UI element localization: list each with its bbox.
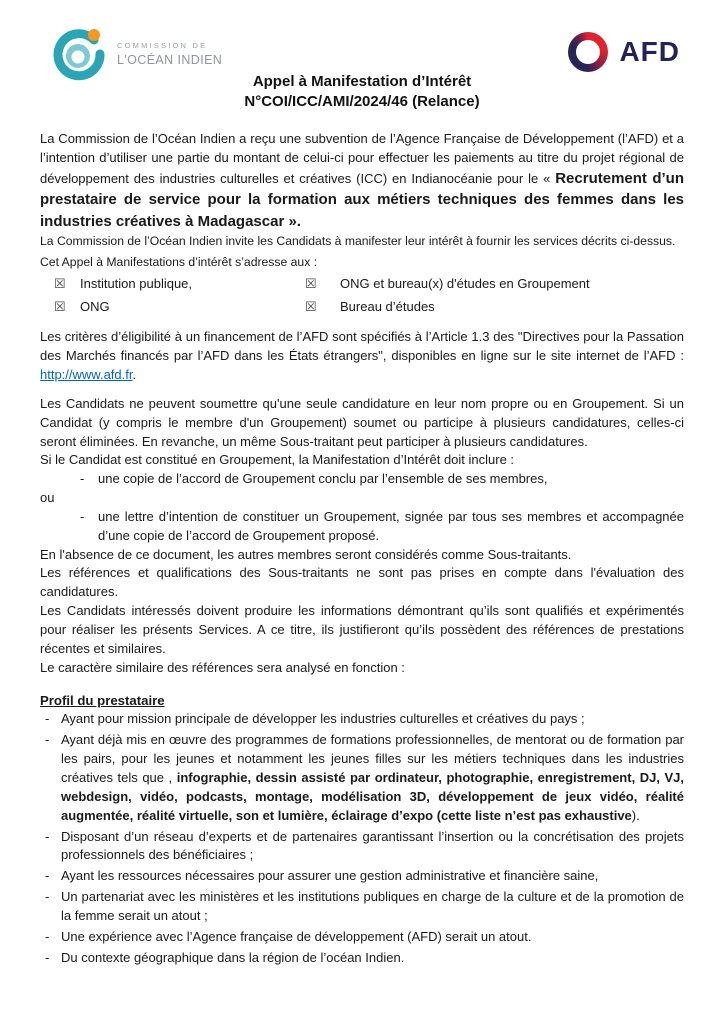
or-word: ou [40,490,55,506]
checkbox-row-institution [54,276,305,292]
bullet-dash: - [45,868,50,884]
profile-bullet-1 [40,710,684,729]
profile-bullet-4-text: Ayant les ressources nécessaires pour assurer une gestion administrative et financière saine, [61,868,599,884]
candidacy-paragraph-4: Les références et qualifications des Sous-traitants ne sont pas prises en compte dans l'évaluation des candidatures. [40,565,684,600]
checkbox-label-bureau: Bureau d’études [340,299,435,315]
document-header [40,26,684,130]
invite-paragraph: La Commission de l’Océan Indien invite les Candidats à manifester leur intérêt à fournir les services décrits ci-dessus. [40,233,676,248]
profile-bullet-2 [40,731,684,825]
afd-website-link[interactable]: http://www.afd.fr [40,366,133,382]
profile-bullet-6-text: Une expérience avec l’Agence française de développement (AFD) serait un atout. [61,928,532,944]
groupement-item-2-text: une lettre d’intention de constituer un Groupement, signée par tous ses membres et accompagnée d’une copie de l’accord de Groupement proposé. [98,508,684,543]
intro-paragraph [40,130,684,233]
groupement-item-1-text: une copie de l’accord de Groupement conclu par l’ensemble de ses membres, [98,471,548,487]
profile-section-heading: Profil du prestataire [40,693,165,709]
audience-heading: Cet Appel à Manifestations d’intérêt s’adresse aux : [40,255,318,270]
checkbox-row-ong [54,299,305,315]
candidacy-paragraph-2: Si le Candidat est constitué en Groupement, la Manifestation d’Intérêt doit inclure : [40,452,515,468]
profile-bullet-7 [40,949,684,968]
profile-bullet-5-text: Un partenariat avec les ministères et les institutions publiques en charge de la culture et de la promotion de la femme serait un atout ; [61,889,684,923]
intro-text: La Commission de l’Océan Indien a reçu une subvention de l’Agence Française de Développement (l’AFD) et a l’intention d’utiliser une partie du montant de celui-ci pour effectuer les paiements au titre du projet régional de développement des industries culturelles et créatives (ICC) en Indianocéanie pour le « [40,131,684,186]
candidacy-paragraph-6: Le caractère similaire des références sera analysé en fonction : [40,659,405,675]
bullet-dash: - [45,889,50,905]
audience-checkbox-grid [40,276,684,315]
profile-bullet-5 [40,888,684,926]
document-title-line2: N°COI/ICC/AMI/2024/46 (Relance) [244,93,480,111]
checkbox-label-institution: Institution publique, [80,276,193,292]
document-title-line1: Appel à Manifestation d’Intérêt [252,73,472,90]
profile-bullet-7-text: Du contexte géographique dans la région de l’océan Indien. [61,949,405,965]
candidacy-paragraph-1: Les Candidats ne peuvent soumettre qu'une seule candidature en leur nom propre ou en Groupement. Si un Candidat (y compris le membre d'un Groupement) soumet ou participe à plusieurs candidatures, celles-ci seront éliminées. En revanche, un même Sous-traitant peut participer à plusieurs candidatures. [40,395,684,449]
checkbox-row-bureau [305,299,684,315]
eligibility-paragraph [40,328,684,385]
checkbox-checked-icon: ☒ [54,299,66,315]
bullet-dash: - [45,828,50,844]
checkbox-checked-icon: ☒ [305,299,317,315]
groupement-item-2 [40,508,684,546]
profile-bullet-3-text: Disposant d’un réseau d’experts et de partenaires garantissant l’insertion ou la concrétisation des projets professionnels des bénéficiaires ; [61,828,684,863]
bullet-dash: - [45,928,50,944]
coi-logo-text-line2: L'OCÉAN INDIEN [117,53,223,67]
checkbox-checked-icon: ☒ [54,276,66,292]
document-title [40,72,684,113]
candidacy-paragraph-5: Les Candidats intéressés doivent produire les informations démontrant qu’ils sont qualifiés et expérimentés pour réaliser les présents Services. A ce titre, ils justifieront qu’ils possèdent des références de prestations récentes et similaires. [40,603,684,656]
afd-logo-text: AFD [619,36,680,67]
profile-bullet-2-bold: infographie, dessin assisté par ordinateur, photographie, enregistrement, DJ, VJ, webdesign, vidéo, podcasts, montage, modélisation 3D, développement de jeux vidéo, réalité augmentée, réalité virtuelle, son et lumière, éclairage d’expo (cette liste n’est pas exhaustive [61,770,684,823]
afd-ring-icon [568,32,608,72]
list-dash: - [80,471,85,487]
bullet-dash: - [45,711,50,727]
coi-logo-text-line1: COMMISSION DE [117,41,208,50]
intro-bold-subject: Recrutement d’un prestataire de service pour la formation aux métiers techniques des femmes dans les industries créatives à Madagascar ». [40,169,684,231]
profile-bullet-2-pre: Ayant déjà mis en œuvre des programmes de formations professionnelles, de mentorat ou de formation par les pairs, pour les jeunes et notamment les jeunes filles sur les métiers techniques dans les industries créatives tels que , [61,732,684,785]
checkbox-label-ong-groupement: ONG et bureau(x) d'études en Groupement [340,276,590,292]
coi-logo-text [117,41,222,67]
eligibility-text: Les critères d’éligibilité à un financement de l’AFD sont spécifiés à l’Article 1.3 des "Directives pour la Passation des Marchés financés par l’AFD dans les États étrangers", disponibles en ligne sur le site internet de l’AFD : [40,329,684,364]
list-dash: - [80,508,85,524]
bullet-dash: - [45,732,50,748]
profile-bullet-6 [40,928,684,947]
profile-bullet-3 [40,828,684,866]
profile-bullet-2-post: ). [631,807,640,823]
profile-bullet-2-text [61,731,684,825]
bullet-dash: - [45,949,50,965]
checkbox-label-ong: ONG [80,299,110,315]
afd-logo [568,32,680,72]
checkbox-checked-icon: ☒ [305,276,317,292]
groupement-item-1 [40,470,684,489]
checkbox-row-ong-groupement [305,276,684,292]
profile-bullet-4 [40,867,684,886]
candidacy-paragraph-3: En l'absence de ce document, les autres membres seront considérés comme Sous-traitants. [40,546,572,562]
profile-bullet-1-text: Ayant pour mission principale de développer les industries culturelles et créatives du pays ; [61,711,585,727]
eligibility-text-end: . [132,366,137,382]
